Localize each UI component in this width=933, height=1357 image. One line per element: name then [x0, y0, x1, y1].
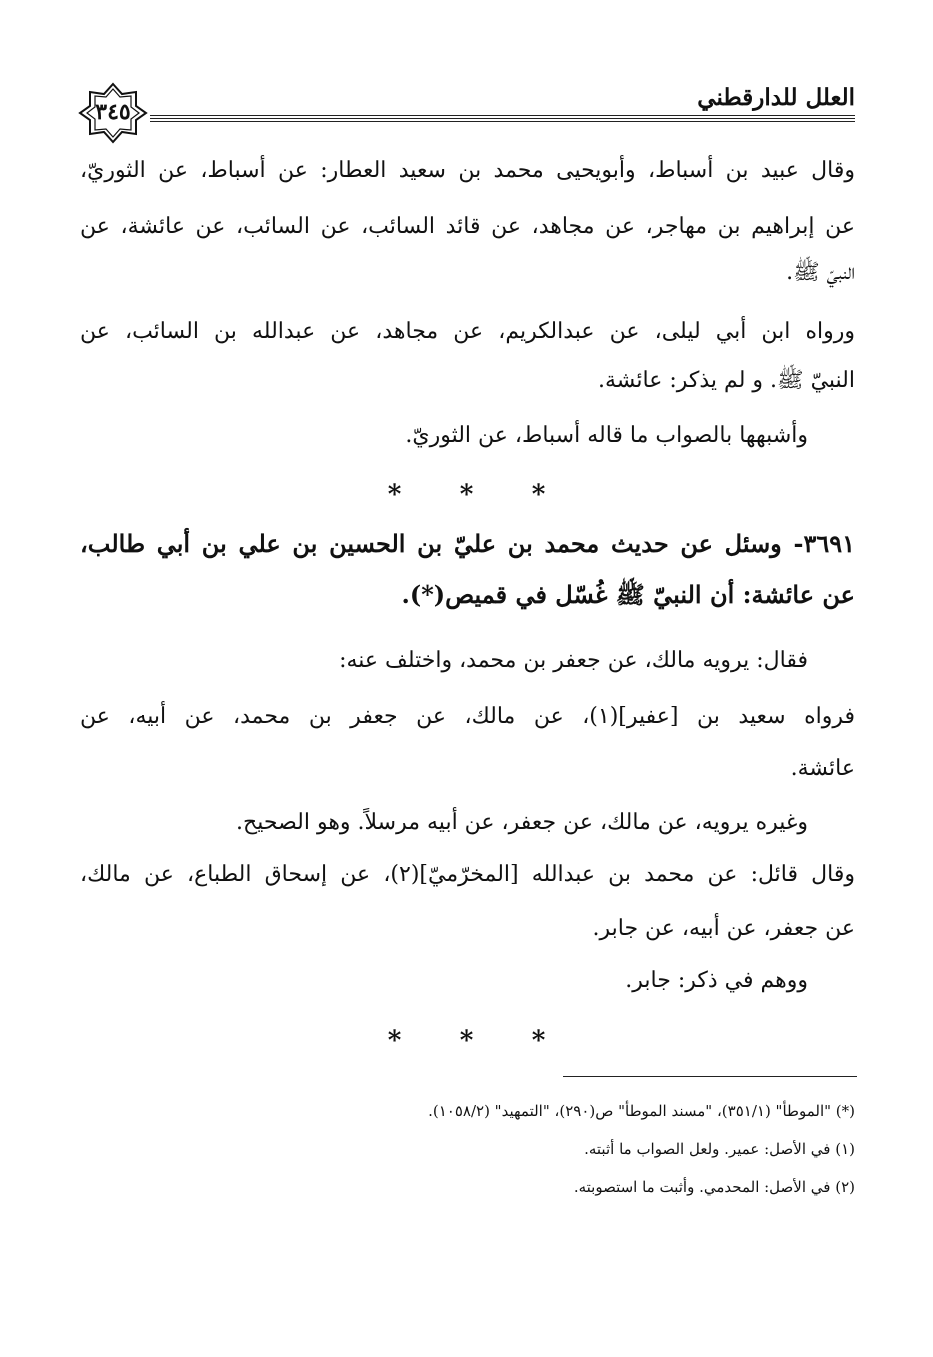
separator-star: *: [531, 480, 546, 510]
paragraph-line: ووهم في ذكر: جابر.: [625, 968, 808, 993]
question-heading-line: ٣٦٩١- وسئل عن حديث محمد بن عليّ بن الحسين بن علي بن أبي طالب،: [80, 529, 855, 558]
page-number: ٣٤٥: [95, 99, 131, 125]
separator-star: *: [387, 480, 402, 510]
paragraph-line: وغيره يرويه، عن مالك، عن جعفر، عن أبيه مرسلاً. وهو الصحيح.: [236, 810, 808, 835]
paragraph-line: النبيّ ﷺ. و لم يذكر: عائشة.: [598, 368, 855, 393]
paragraph-line: عن إبراهيم بن مهاجر، عن مجاهد، عن قائد السائب، عن السائب، عن عائشة، عن: [80, 214, 855, 239]
question-heading-line: عن عائشة: أن النبيّ ﷺ غُسّل في قميص(*).: [401, 580, 855, 609]
paragraph-line: وقال قائل: عن محمد بن عبدالله [المخرّميّ](٢)، عن إسحاق الطباع، عن مالك،: [80, 862, 855, 887]
paragraph-line: النبيّ ﷺ.: [786, 260, 855, 285]
page-number-badge: [78, 82, 148, 144]
paragraph-line: فقال: يرويه مالك، عن جعفر بن محمد، واختلف عنه:: [339, 648, 808, 673]
footnote: (٢) في الأصل: المحدمي. وأثبت ما استصوبته.: [573, 1178, 855, 1196]
paragraph-line: وقال عبيد بن أسباط، وأبويحيى محمد بن سعيد العطار: عن أسباط، عن الثوريّ،: [80, 158, 855, 183]
paragraph-line: وأشبهها بالصواب ما قاله أسباط، عن الثوريّ.: [405, 423, 808, 448]
footnote: (١) في الأصل: عمير. ولعل الصواب ما أثبته.: [584, 1140, 855, 1158]
paragraph-line: عن جعفر، عن أبيه، عن جابر.: [592, 916, 855, 941]
separator-star: *: [387, 1026, 402, 1056]
footnote-divider: [563, 1076, 857, 1077]
paragraph-line: ورواه ابن أبي ليلى، عن عبدالكريم، عن مجاهد، عن عبدالله بن السائب، عن: [80, 319, 855, 344]
section-separator: [0, 480, 933, 510]
section-separator: [0, 1026, 933, 1056]
footnote: (*) "الموطأ" (٣٥١/١)، "مسند الموطأ" ص(٢٩٠)، "التمهيد" (١٠٥٨/٢).: [428, 1102, 855, 1120]
separator-star: *: [531, 1026, 546, 1056]
running-header-title: العلل للدارقطني: [697, 84, 855, 111]
separator-star: *: [459, 1026, 474, 1056]
header-rule: [150, 115, 855, 127]
separator-star: *: [459, 480, 474, 510]
paragraph-line: عائشة.: [790, 756, 855, 781]
paragraph-line: فرواه سعيد بن [عفير](١)، عن مالك، عن جعفر بن محمد، عن أبيه، عن: [80, 704, 855, 729]
